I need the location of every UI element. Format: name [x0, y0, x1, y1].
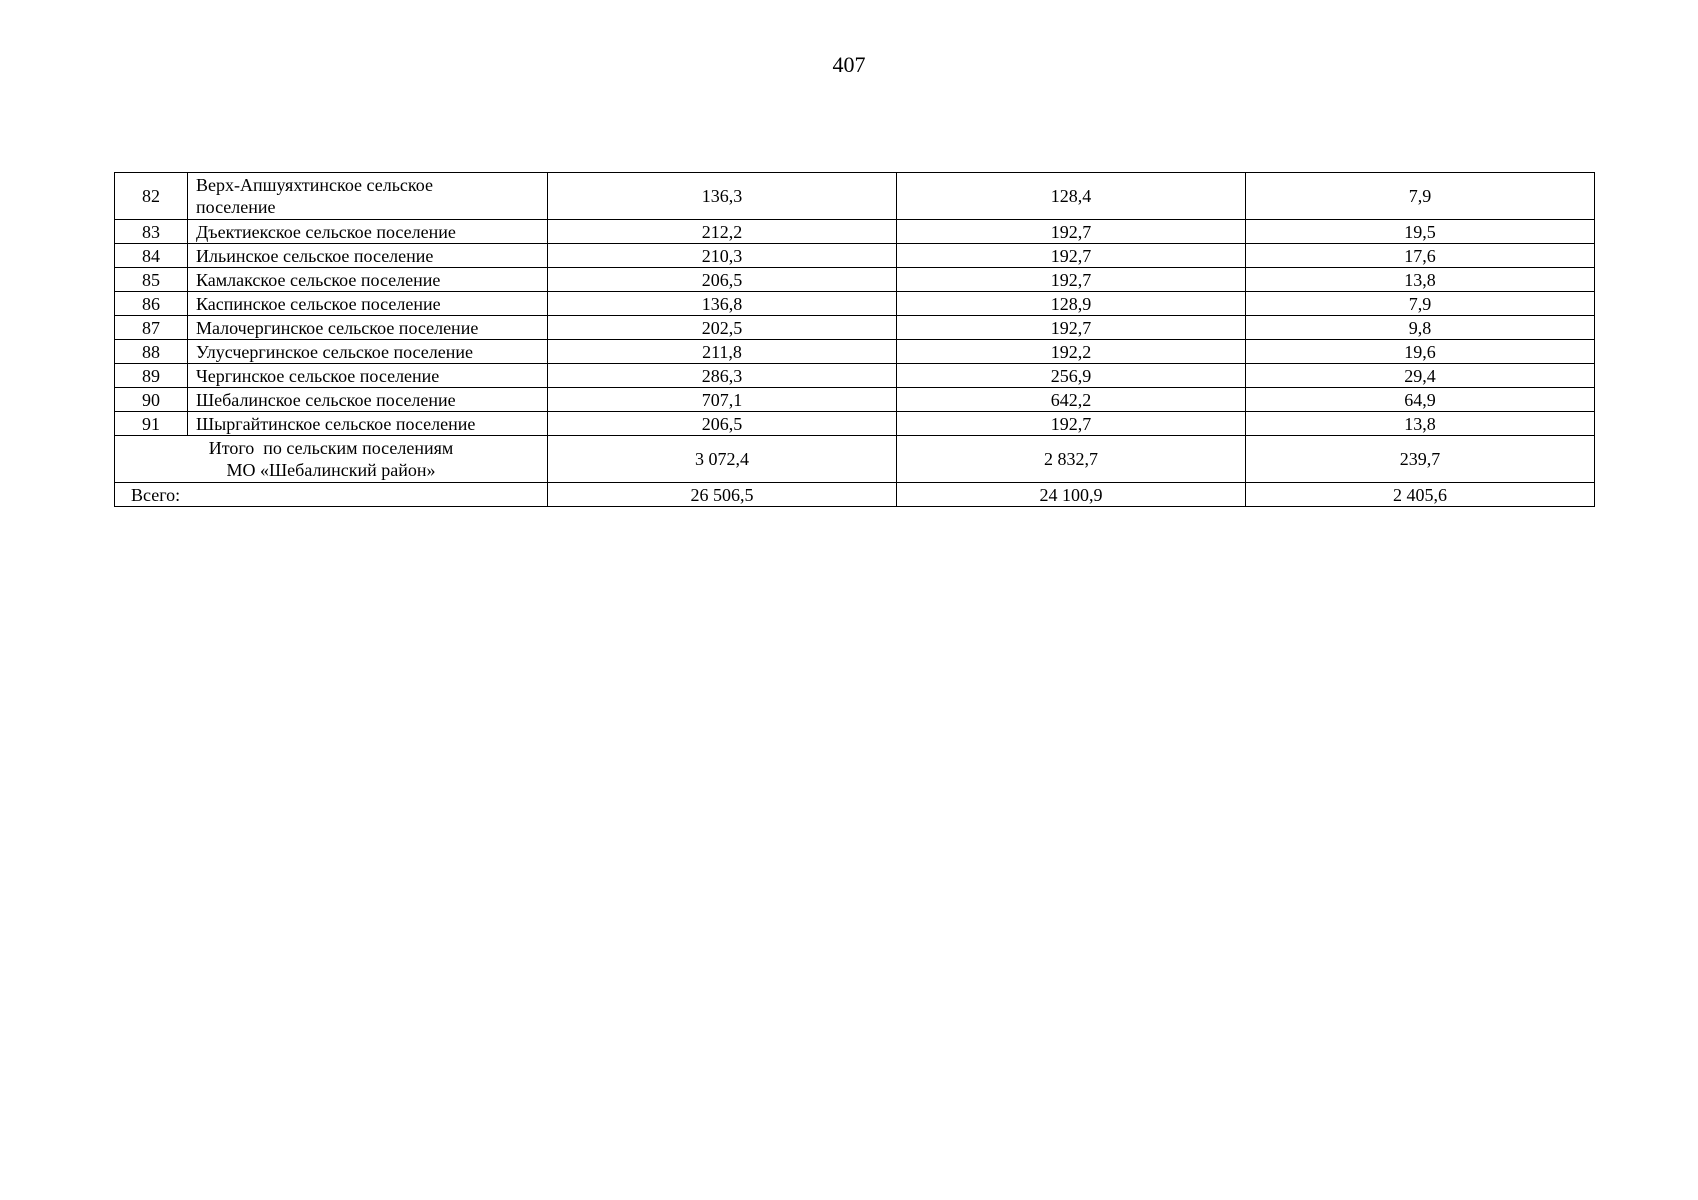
value-col2: 192,7 — [897, 412, 1246, 436]
row-number: 85 — [115, 268, 188, 292]
row-number: 84 — [115, 244, 188, 268]
table-row — [115, 412, 1595, 436]
value-col2: 192,7 — [897, 244, 1246, 268]
settlement-name-line1: Верх-Апшуяхтинское сельское — [196, 175, 433, 195]
table-row — [115, 292, 1595, 316]
table-row — [115, 244, 1595, 268]
value-col3: 13,8 — [1246, 412, 1595, 436]
value-col1: 707,1 — [548, 388, 897, 412]
settlement-name-line2: поселение — [196, 197, 276, 217]
value-col3: 19,6 — [1246, 340, 1595, 364]
row-number: 88 — [115, 340, 188, 364]
value-col3: 64,9 — [1246, 388, 1595, 412]
settlement-name: Шыргайтинское сельское поселение — [188, 412, 548, 436]
settlement-name: Ильинское сельское поселение — [188, 244, 548, 268]
subtotal-label-line1: Итого по сельским поселениям — [208, 438, 454, 458]
settlement-name: Шебалинское сельское поселение — [188, 388, 548, 412]
settlement-name — [188, 173, 548, 220]
settlement-name: Улусчергинское сельское поселение — [188, 340, 548, 364]
row-number: 90 — [115, 388, 188, 412]
value-col2: 192,7 — [897, 316, 1246, 340]
row-number: 86 — [115, 292, 188, 316]
value-col1: 136,3 — [548, 173, 897, 220]
subtotal-col3: 239,7 — [1246, 436, 1595, 483]
value-col3: 29,4 — [1246, 364, 1595, 388]
value-col3: 7,9 — [1246, 173, 1595, 220]
value-col1: 206,5 — [548, 268, 897, 292]
row-number: 83 — [115, 220, 188, 244]
total-col3: 2 405,6 — [1246, 483, 1595, 507]
row-number: 89 — [115, 364, 188, 388]
value-col1: 212,2 — [548, 220, 897, 244]
total-col2: 24 100,9 — [897, 483, 1246, 507]
table-row — [115, 173, 1595, 220]
value-col1: 211,8 — [548, 340, 897, 364]
subtotal-col1: 3 072,4 — [548, 436, 897, 483]
table-row — [115, 268, 1595, 292]
subtotal-row — [115, 436, 1595, 483]
table-row — [115, 340, 1595, 364]
settlement-name: Камлакское сельское поселение — [188, 268, 548, 292]
row-number: 82 — [115, 173, 188, 220]
value-col1: 202,5 — [548, 316, 897, 340]
settlement-name: Малочергинское сельское поселение — [188, 316, 548, 340]
subtotal-col2: 2 832,7 — [897, 436, 1246, 483]
settlement-name: Дъектиекское сельское поселение — [188, 220, 548, 244]
table-row — [115, 220, 1595, 244]
value-col1: 286,3 — [548, 364, 897, 388]
value-col3: 13,8 — [1246, 268, 1595, 292]
total-row — [115, 483, 1595, 507]
table-row — [115, 388, 1595, 412]
subtotal-label — [115, 436, 548, 483]
budget-table — [114, 172, 1595, 507]
row-number: 91 — [115, 412, 188, 436]
settlement-name: Каспинское сельское поселение — [188, 292, 548, 316]
subtotal-label-line2: МО «Шебалинский район» — [226, 460, 436, 480]
total-col1: 26 506,5 — [548, 483, 897, 507]
value-col1: 206,5 — [548, 412, 897, 436]
value-col2: 128,4 — [897, 173, 1246, 220]
value-col3: 17,6 — [1246, 244, 1595, 268]
value-col2: 192,7 — [897, 268, 1246, 292]
value-col3: 9,8 — [1246, 316, 1595, 340]
total-label: Всего: — [115, 483, 548, 507]
table-row — [115, 316, 1595, 340]
value-col3: 7,9 — [1246, 292, 1595, 316]
value-col2: 192,7 — [897, 220, 1246, 244]
page-number: 407 — [832, 52, 866, 77]
value-col2: 128,9 — [897, 292, 1246, 316]
row-number: 87 — [115, 316, 188, 340]
value-col2: 642,2 — [897, 388, 1246, 412]
value-col1: 136,8 — [548, 292, 897, 316]
table-row — [115, 364, 1595, 388]
value-col2: 192,2 — [897, 340, 1246, 364]
value-col3: 19,5 — [1246, 220, 1595, 244]
value-col2: 256,9 — [897, 364, 1246, 388]
value-col1: 210,3 — [548, 244, 897, 268]
settlement-name: Чергинское сельское поселение — [188, 364, 548, 388]
